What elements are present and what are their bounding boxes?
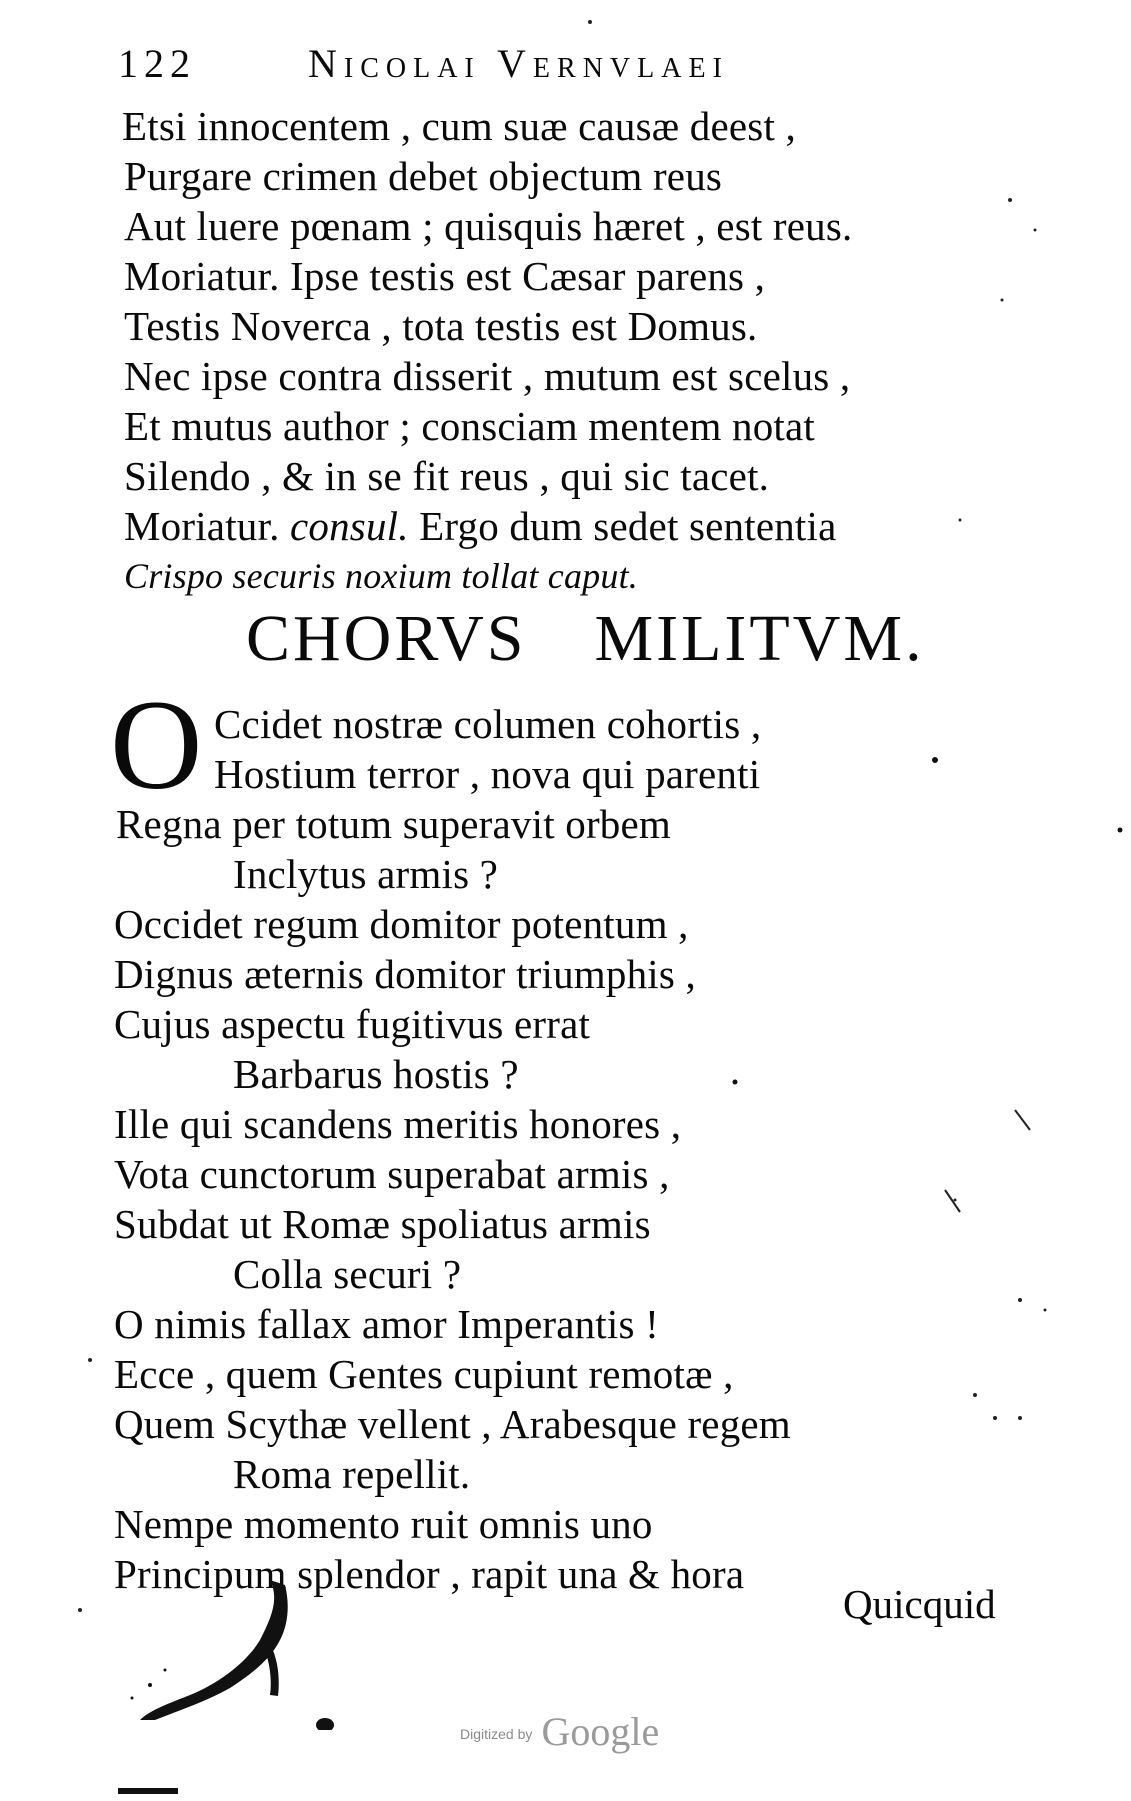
speaker-name: consul. bbox=[289, 503, 409, 549]
google-logo: Google bbox=[541, 1709, 660, 1754]
chorus-line: Regna per totum superavit orbem bbox=[116, 801, 671, 847]
chorus-line: Dignus æternis domitor triumphis , bbox=[114, 951, 696, 997]
italic-verse-line: Crispo securis noxium tollat caput. bbox=[124, 556, 638, 596]
chorus-line: Subdat ut Romæ spoliatus armis bbox=[114, 1201, 651, 1247]
speech-line: Moriatur. Ipse testis est Cæsar parens , bbox=[124, 253, 766, 299]
chorus-line: Hostium terror , nova qui parenti bbox=[214, 751, 761, 797]
speech-line: Testis Noverca , tota testis est Domus. bbox=[124, 303, 758, 349]
drop-cap: O bbox=[110, 674, 203, 816]
bottom-edge-mark bbox=[118, 1788, 178, 1794]
speech-line: Purgare crimen debet objectum reus bbox=[124, 153, 723, 199]
page-number: 122 bbox=[118, 41, 196, 86]
speech-text-after: Ergo dum sedet sententia bbox=[419, 503, 837, 549]
chorus-line: Ecce , quem Gentes cupiunt remotæ , bbox=[114, 1351, 734, 1397]
speech-line: Silendo , & in se fit reus , qui sic tacet. bbox=[124, 453, 770, 499]
chorus-line: O nimis fallax amor Imperantis ! bbox=[114, 1301, 659, 1347]
chorus-line: Nempe momento ruit omnis uno bbox=[114, 1501, 653, 1547]
speech-line: Aut luere pœnam ; quisquis hæret , est reus. bbox=[124, 203, 853, 249]
chorus-line: Roma repellit. bbox=[233, 1451, 471, 1497]
chorus-line: Inclytus armis ? bbox=[233, 851, 499, 897]
speech-text-before: Moriatur. bbox=[124, 503, 280, 549]
chorus-line: Cujus aspectu fugitivus errat bbox=[114, 1001, 591, 1047]
speech-line: Nec ipse contra disserit , mutum est scelus , bbox=[124, 353, 851, 399]
speech-line: Etsi innocentem , cum suæ causæ deest , bbox=[122, 103, 796, 149]
chorus-line: Occidet regum domitor potentum , bbox=[114, 901, 689, 947]
digitized-watermark bbox=[460, 1708, 700, 1758]
chorus-heading-word: MILITVM. bbox=[594, 602, 925, 675]
chorus-line: Ccidet nostræ columen cohortis , bbox=[214, 701, 762, 747]
chorus-heading-word: CHORVS bbox=[246, 602, 527, 675]
chorus-line: Quem Scythæ vellent , Arabesque regem bbox=[114, 1401, 791, 1447]
catchword: Quicquid bbox=[843, 1581, 996, 1627]
digitized-label: Digitized by bbox=[460, 1726, 533, 1742]
running-title: Nicolai Vernvlaei bbox=[308, 41, 729, 86]
chorus-line: Barbarus hostis ? bbox=[233, 1051, 519, 1097]
chorus-line: Principum splendor , rapit una & hora bbox=[114, 1551, 745, 1597]
chorus-line: Vota cunctorum superabat armis , bbox=[114, 1151, 670, 1197]
chorus-line: Colla securi ? bbox=[233, 1251, 462, 1297]
speech-line: Et mutus author ; consciam mentem notat bbox=[124, 403, 815, 449]
chorus-line: Ille qui scandens meritis honores , bbox=[114, 1101, 682, 1147]
